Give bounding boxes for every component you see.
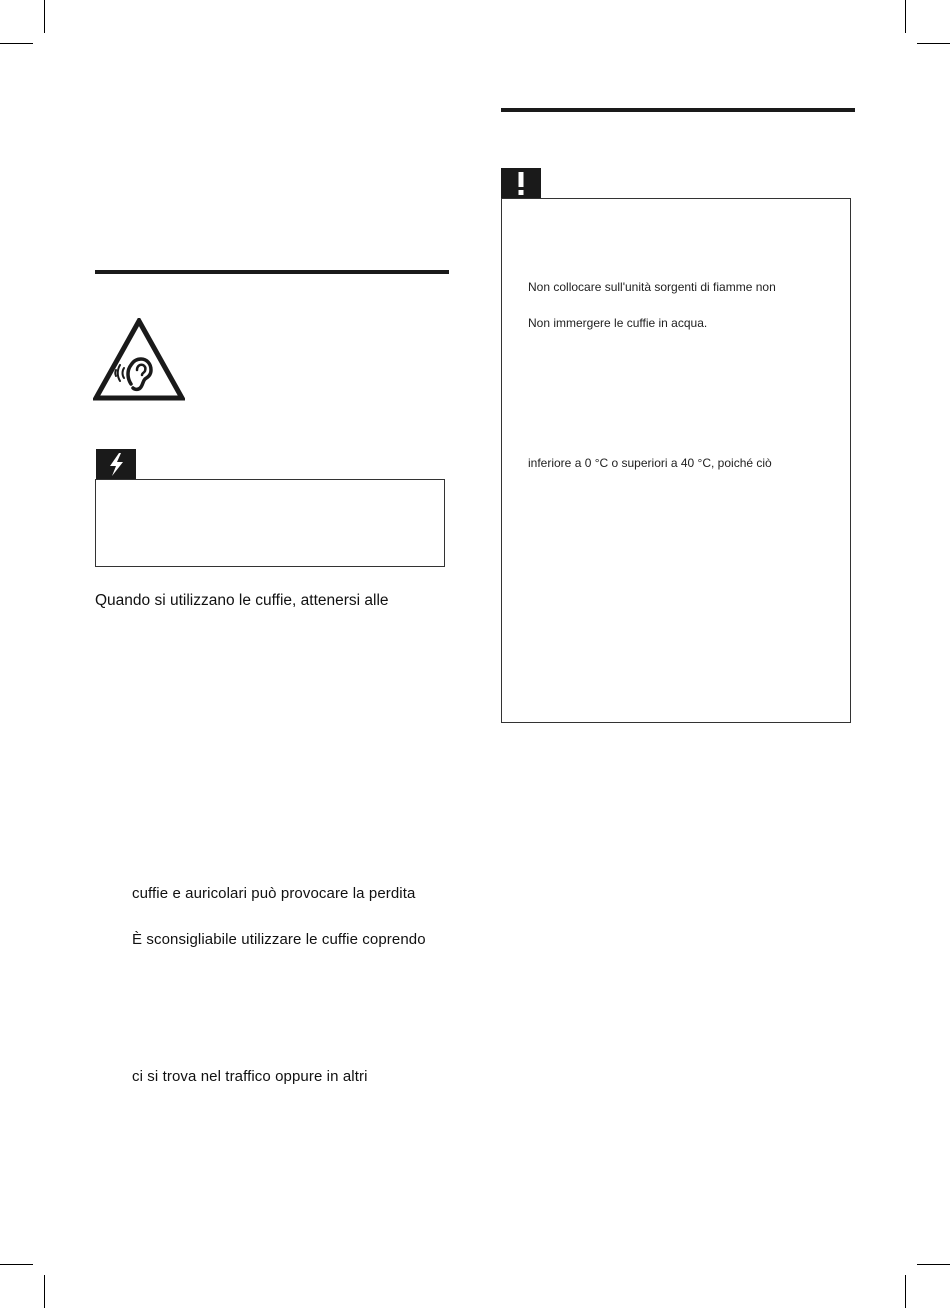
lightning-bolt-icon [96,449,136,479]
exclamation-icon [501,168,541,198]
crop-mark-bottom-left-vertical [44,1275,45,1308]
list-line: È sconsigliabile utilizzare le cuffie coprendo [132,931,426,948]
list-line: ci si trova nel traffico oppure in altri [132,1068,368,1085]
warning-tab [96,449,136,479]
crop-mark-top-left-vertical [44,0,45,33]
crop-mark-top-right-vertical [905,0,906,33]
crop-mark-top-left-horizontal [0,43,33,44]
caution-line: Non immergere le cuffie in acqua. [528,316,708,330]
crop-mark-top-right-horizontal [917,43,950,44]
hearing-safety-triangle-icon [93,318,185,402]
crop-mark-bottom-right-vertical [905,1275,906,1308]
caution-tab [501,168,541,198]
right-section-rule [501,108,855,112]
list-line: cuffie e auricolari può provocare la perdita [132,885,416,902]
left-section-rule [95,270,449,274]
caution-line: Non collocare sull'unità sorgenti di fiamme non [528,280,776,294]
warning-box [95,479,445,567]
intro-line: Quando si utilizzano le cuffie, attenersi alle [95,592,389,609]
crop-mark-bottom-left-horizontal [0,1264,33,1265]
caution-line: inferiore a 0 °C o superiori a 40 °C, poiché ciò [528,456,772,470]
crop-mark-bottom-right-horizontal [917,1264,950,1265]
